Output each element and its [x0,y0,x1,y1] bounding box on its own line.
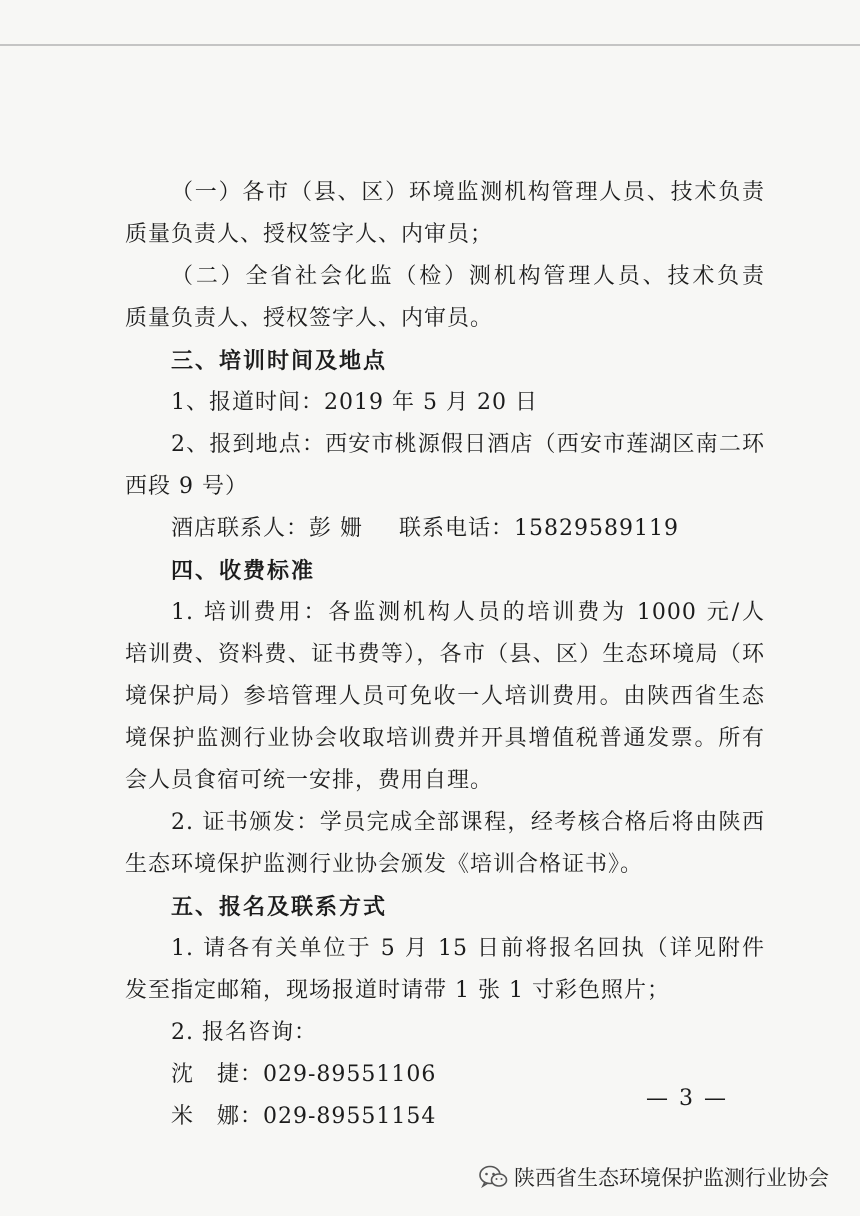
document-body [125,172,765,1138]
text-line: 生态环境保护监测行业协会颁发《培训合格证书》。 [125,852,644,877]
text-line: 质量负责人、授权签字人、内审员； [125,222,494,247]
text-line: 2、报到地点：西安市桃源假日酒店（西安市莲湖区南二环 [171,432,765,457]
body-block-2 [125,550,765,1138]
section-heading: 五、报名及联系方式 [171,894,388,920]
text-line: 境保护监测行业协会收取培训费并开具增值税普通发票。所有 [125,726,765,751]
page-edge-line [0,44,860,46]
text-line: 沈 捷：029-89551106 [171,1062,437,1087]
text-line: 1. 培训费用：各监测机构人员的培训费为 1000 元/人 [171,600,765,625]
body-block-1 [125,172,765,508]
text-line: 发至指定邮箱，现场报道时请带 1 张 1 寸彩色照片； [125,978,670,1003]
section-heading: 三、培训时间及地点 [171,348,388,374]
text-line: 2. 报名咨询： [171,1020,317,1045]
watermark-text: 陕西省生态环境保护监测行业协会 [514,1166,829,1190]
text-line: 米 娜：029-89551154 [171,1104,437,1129]
text-line: 质量负责人、授权签字人、内审员。 [125,306,494,331]
text-line: （一）各市（县、区）环境监测机构管理人员、技术负责 [171,180,765,205]
hotel-contact-phone: 联系电话：15829589119 [399,516,679,541]
section-heading: 四、收费标准 [171,558,316,584]
page-number: — 3 — [646,1086,728,1111]
hotel-contact-line [125,508,765,550]
text-line: 会人员食宿可统一安排，费用自理。 [125,768,494,793]
text-line: 西段 9 号） [125,474,248,499]
text-line: 2. 证书颁发：学员完成全部课程，经考核合格后将由陕西 [171,810,765,835]
hotel-contact-person: 酒店联系人：彭 姗 [171,516,363,541]
text-line: 培训费、资料费、证书费等），各市（县、区）生态环境局（环 [125,642,765,667]
wechat-icon [478,1164,508,1190]
text-line: 境保护局）参培管理人员可免收一人培训费用。由陕西省生态 [125,684,765,709]
watermark [478,1160,829,1194]
text-line: 1、报道时间：2019 年 5 月 20 日 [171,390,538,415]
text-line: 1. 请各有关单位于 5 月 15 日前将报名回执（详见附件 [171,936,765,961]
text-line: （二）全省社会化监（检）测机构管理人员、技术负责 [171,264,765,289]
